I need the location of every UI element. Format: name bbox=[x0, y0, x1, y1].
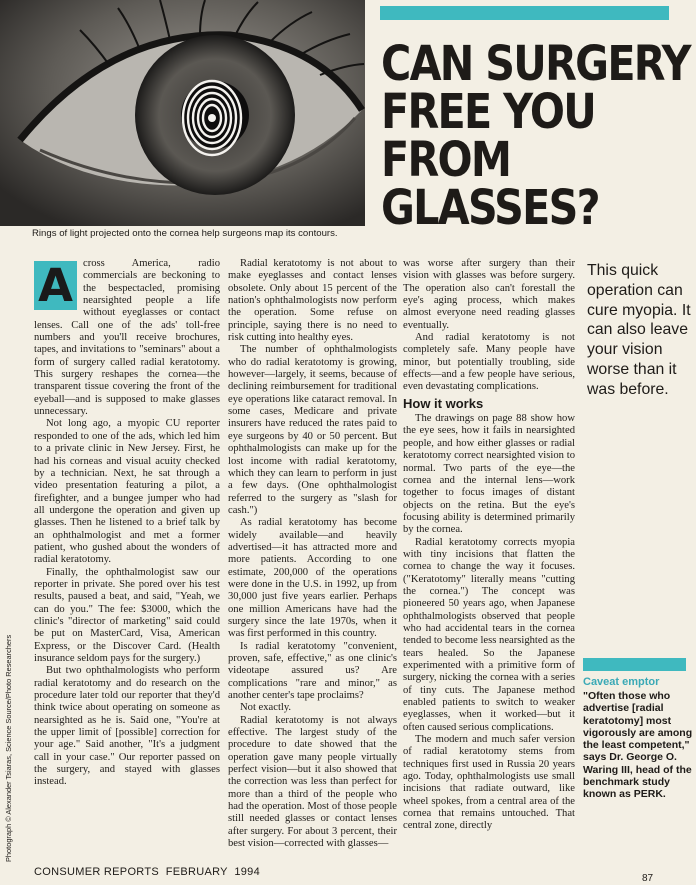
paragraph: The drawings on page 88 show how the eye sees, how it fails in nearsighted people, and how either glasses or radial keratotomy correct nearsighted vision to normal. Two parts of the eye—the cornea and the internal lens—work together to focus images of distant objects on the retina. But the eye's focusing ability is determined primarily by the cornea. bbox=[403, 413, 575, 536]
paragraph: was worse after surgery than their vision with glasses was before surgery. The operation also can't forestall the eye's aging process, which makes almost everyone need reading glasses eventually. bbox=[403, 258, 575, 331]
headline-line: FREE YOU bbox=[381, 84, 596, 140]
paragraph: And radial keratotomy is not completely safe. Many people have minor, but potentially troubling, side effects—and a few people have serious, even devastating complications. bbox=[403, 332, 575, 393]
accent-bar bbox=[380, 6, 669, 20]
paragraph: But two ophthalmologists who perform radial keratotomy and do research on the procedure later told our reporter that they'd think twice about operating on someone as nearsighted as he is. Said one, "You're at the upper limit of [possible] correction for your age." Said another, "It's a judgment call in your case." Our reporter passed on the surgery, and stayed with glasses instead. bbox=[34, 665, 220, 788]
pull-quote: This quick operation can cure myopia. It can also leave your vision worse than it was before. bbox=[587, 262, 691, 398]
caveat-title: Caveat emptor bbox=[583, 676, 660, 688]
eye-photo bbox=[0, 0, 365, 226]
paragraph: Radial keratotomy corrects myopia with tiny incisions that flatten the cornea to change the way it focuses. ("Keratotomy" literally means "cutting the cornea.") The concept was pioneered 50 years ago, when Japanese ophthalmologists observed that people who had accidental tears in the cornea tended to become less nearsighted as the tears healed. So the Japanese experimented with a primitive form of surgery, nicking the cornea with a series of tiny cuts. The Japanese method enabled patients to switch to weaker eyeglasses, when it worked—but it often caused serious complications. bbox=[403, 536, 575, 733]
paragraph: The modern and much safer version of radial keratotomy stems from techniques first used in Russia 20 years ago. Today, ophthalmologists use small incisions that radiate outward, like wheel spokes, from a central area of the cornea that remains untouched. That central zone, directly bbox=[403, 734, 575, 832]
caveat-accent-bar bbox=[583, 658, 686, 671]
caveat-quote: "Often those who advertise [radial keratotomy] most vigorously are among the least competent," says Dr. George O. Waring III, head of the benchmark study known as PERK. bbox=[583, 690, 693, 801]
drop-cap: A bbox=[34, 261, 77, 310]
paragraph: As radial keratotomy has become widely available—and heavily advertised—it has attracted more and more patients. According to one estimate, 200,000 of the operations were done in the U.S. in 1992, up from 30,000 just five years earlier. Perhaps one million Americans have had the surgery since the late 1970s, when it was first performed in this country. bbox=[228, 517, 397, 640]
photo-credit: Photograph © Alexander Tsiaras, Science Source/Photo Researchers bbox=[4, 634, 13, 862]
paragraph: The number of ophthalmologists who do radial keratotomy is growing, however—largely, it seems, because of declining reimbursement for traditional eye operations like cataract removal. In some cases, Medicare and private insurers have reduced the rates paid to eye surgeons by 40 or 50 percent. But ophthalmologists can make up for the lost income with radial keratotomy, which they can learn to perform in just a few days. (One ophthalmologist referred to the surgery as "slash for cash.") bbox=[228, 344, 397, 516]
article-column-2 bbox=[228, 258, 397, 851]
paragraph: Finally, the ophthalmologist saw our reporter in private. She pored over his test results, paused a beat, and said, "Yeah, we can do you." The fee: $3000, which the clinic's "director of marketing" said could be put on MasterCard, Visa, American Express, or the Discover Card. (Health insurance seldom pays for the surgery.) bbox=[34, 566, 220, 664]
eye-illustration bbox=[0, 0, 365, 226]
headline-line: FROM bbox=[381, 132, 511, 188]
photo-caption: Rings of light projected onto the cornea help surgeons map its contours. bbox=[32, 228, 338, 239]
headline bbox=[381, 36, 690, 236]
page-number: 87 bbox=[642, 873, 654, 884]
paragraph: cross America, radio commercials are beckoning to the bespectacled, promising nearsighted people a life without eyeglasses or contact lenses. Call one of the ads' toll-free numbers and you'll receive brochures, tapes, and invitations to "seminars" about a form of surgery called radial keratotomy. This surgery reshapes the cornea—the transparent tissue covering the front of the eyeball—and is supposed to make glasses unnecessary. bbox=[34, 258, 220, 418]
article-column-3 bbox=[403, 258, 575, 833]
section-heading: How it works bbox=[403, 395, 484, 411]
article-column-1 bbox=[34, 258, 220, 789]
paragraph: Is radial keratotomy "convenient, proven, safe, effective," as one clinic's videotape assured us? Are complications "rare and minor," as another center's tape proclaims? bbox=[228, 640, 397, 702]
paragraph: Radial keratotomy is not about to make eyeglasses and contact lenses obsolete. Only about 15 percent of the nation's ophthalmologists now perform the operation. Some refuse on principle, saying there is no need to risk cutting into healthy eyes. bbox=[228, 258, 397, 344]
paragraph: Radial keratotomy is not always effective. The largest study of the procedure to date showed that the operation gave many people virtually perfect vision—but it also showed that the correction was less than perfect for more than a third of the people who had the operation. Most of those people still needed glasses or contact lenses after surgery. For about 3 percent, their best vision—corrected with glasses— bbox=[228, 714, 397, 850]
paragraph: Not long ago, a myopic CU reporter responded to one of the ads, which led him to a private clinic in New Jersey. First, he had his corneas and visual acuity checked by a technician. Next, he sat through a video presentation featuring a pilot, a firefighter, and a bungee jumper who had all undergone the operation and given up glasses. Then he listened to a brief talk by an ophthalmologist and met a former patient, who gushed about the wonders of radial keratotomy. bbox=[34, 418, 220, 566]
headline-line: GLASSES? bbox=[381, 180, 599, 236]
paragraph: Not exactly. bbox=[240, 702, 292, 714]
headline-line: CAN SURGERY bbox=[381, 36, 690, 92]
footer-magazine: CONSUMER REPORTS FEBRUARY 1994 bbox=[34, 866, 260, 878]
